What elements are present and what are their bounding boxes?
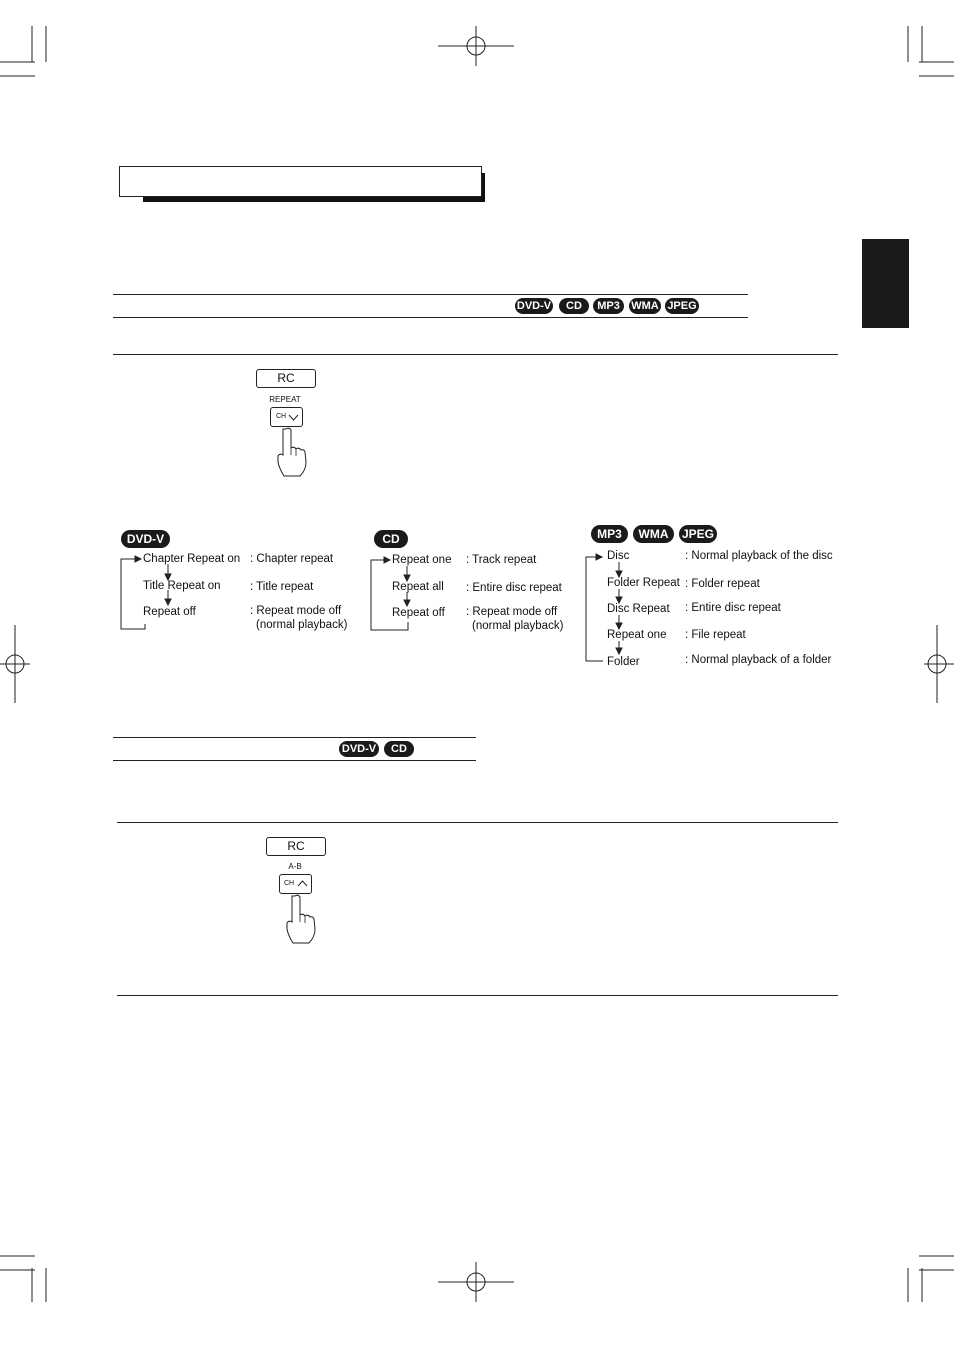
chevron-up-icon (297, 880, 308, 887)
file-step-1-mode: Disc (607, 550, 630, 562)
repeat-header-top-rule (113, 294, 748, 295)
dvd-step-3-mode: Repeat off (143, 606, 196, 618)
ab-step-bottom-rule (117, 995, 838, 996)
file-step-3-desc: : Entire disc repeat (685, 602, 781, 614)
rc-label-box: RC (256, 369, 316, 388)
file-step-2-mode: Folder Repeat (607, 577, 680, 589)
repeat-button-label: REPEAT (269, 395, 301, 404)
file-step-5-mode: Folder (607, 656, 640, 668)
ab-step-top-rule (117, 822, 838, 823)
file-flow-badge-wma: WMA (633, 525, 674, 543)
ab-hand-press-icon (283, 894, 317, 944)
cd-step-2-desc: : Entire disc repeat (466, 582, 562, 594)
ab-button[interactable] (279, 874, 312, 894)
ab-rc-label-box: RC (266, 837, 326, 856)
dvd-flow-badge: DVD-V (121, 530, 170, 548)
ab-badge-dvdv: DVD-V (339, 741, 379, 757)
badge-cd: CD (559, 298, 589, 314)
badge-wma: WMA (629, 298, 661, 314)
side-tab (862, 239, 909, 328)
repeat-header-bottom-rule (113, 317, 748, 318)
cd-step-1-desc: : Track repeat (466, 554, 537, 566)
file-step-4-mode: Repeat one (607, 629, 667, 641)
badge-dvdv: DVD-V (516, 300, 552, 312)
cd-step-3-mode: Repeat off (392, 607, 445, 619)
hand-press-icon (274, 427, 308, 477)
dvd-step-1-desc: : Chapter repeat (250, 553, 334, 565)
chevron-down-icon (288, 414, 299, 421)
cd-step-3-desc2: (normal playback) (472, 620, 564, 632)
ab-button-face: CH (284, 880, 295, 887)
file-step-5-desc: : Normal playback of a folder (685, 654, 832, 666)
badge-jpeg: JPEG (665, 298, 699, 314)
cd-step-1-mode: Repeat one (392, 554, 452, 566)
ab-header-top-rule (113, 737, 476, 738)
cd-step-3-desc: : Repeat mode off (466, 606, 558, 618)
file-step-2-desc: : Folder repeat (685, 578, 760, 590)
ab-header-bottom-rule (113, 760, 476, 761)
file-flow-badge-mp3: MP3 (591, 525, 628, 543)
cd-step-2-mode: Repeat all (392, 581, 444, 593)
dvd-step-2-mode: Title Repeat on (143, 580, 221, 592)
dvd-step-1-mode: Chapter Repeat on (143, 553, 241, 565)
file-step-1-desc: : Normal playback of the disc (685, 550, 833, 562)
title-box (119, 166, 482, 197)
ab-button-label: A-B (288, 862, 302, 871)
dvd-step-2-desc: : Title repeat (250, 581, 314, 593)
cd-flow-badge: CD (374, 530, 408, 548)
repeat-button-face: CH (276, 413, 287, 420)
file-step-3-mode: Disc Repeat (607, 603, 670, 615)
repeat-button[interactable] (270, 407, 303, 427)
file-flow-badge-jpeg: JPEG (679, 525, 717, 543)
file-step-4-desc: : File repeat (685, 629, 746, 641)
repeat-step-rule (113, 354, 838, 355)
dvd-step-3-desc2: (normal playback) (256, 619, 348, 631)
ab-badge-cd: CD (384, 741, 414, 757)
badge-mp3: MP3 (593, 298, 624, 314)
dvd-step-3-desc: : Repeat mode off (250, 605, 342, 617)
